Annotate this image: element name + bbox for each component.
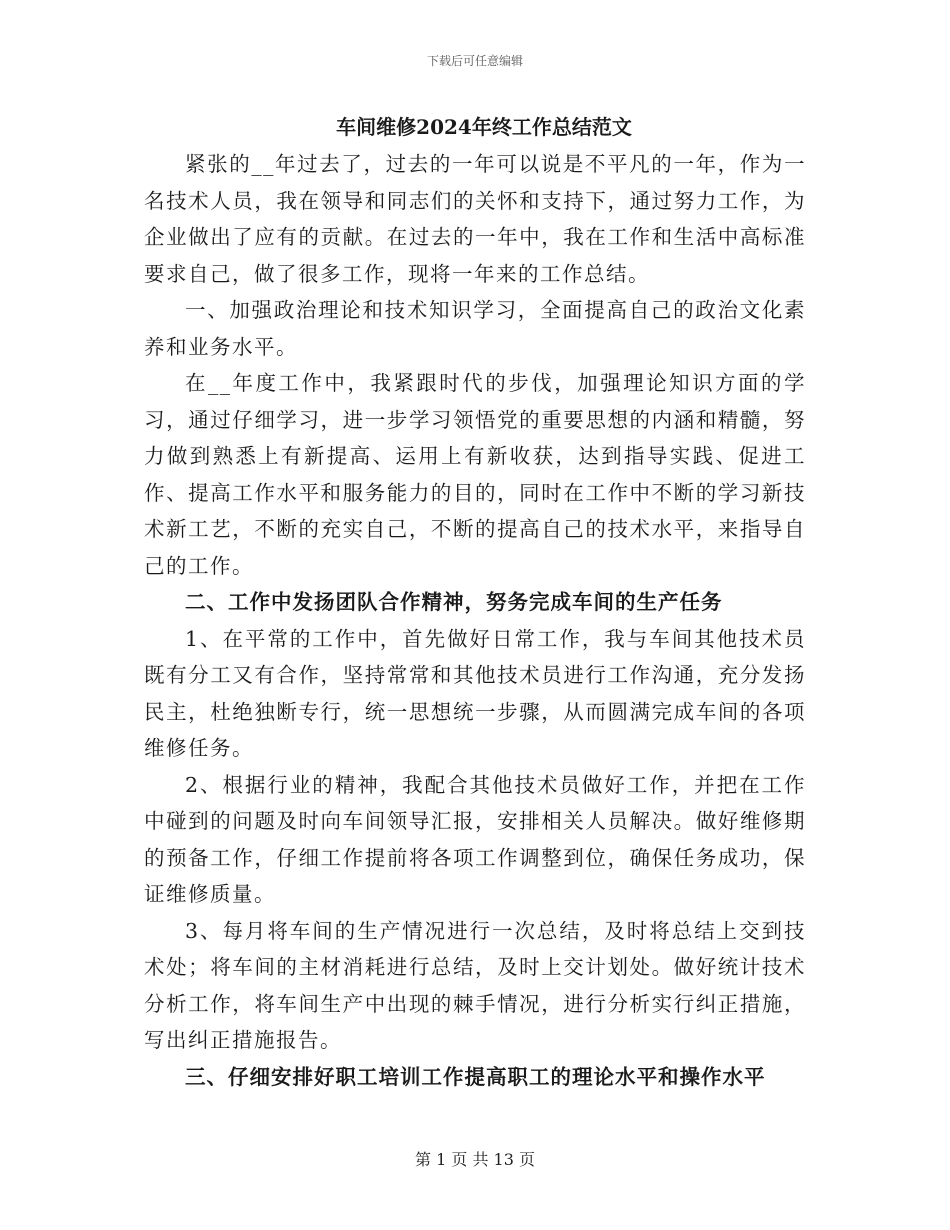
section-three-heading: 三、仔细安排好职工培训工作提高职工的理论水平和操作水平: [185, 1064, 766, 1089]
document-title: 车间维修2024年终工作总结范文: [336, 115, 632, 139]
document-body: [144, 108, 806, 1095]
section-one-heading: 一、加强政治理论和技术知识学习，全面提高自己的政治文化素养和业务水平。: [144, 298, 806, 359]
intro-paragraph: 紧张的__年过去了，过去的一年可以说是不平凡的一年，作为一名技术人员，我在领导和同志们的关怀和支持下，通过努力工作，为企业做出了应有的贡献。在过去的一年中，我在工作和生活中高标准要求自己，做了很多工作，现将一年来的工作总结。: [144, 152, 806, 286]
page-footer: 第 1 页 共 13 页: [415, 1150, 535, 1169]
header-note: 下载后可任意编辑: [426, 54, 523, 68]
section-two-item-3: 3、每月将车间的生产情况进行一次总结，及时将总结上交到技术处；将车间的主材消耗进行总结，及时上交计划处。做好统计技术分析工作，将车间生产中出现的棘手情况，进行分析实行纠正措施，写出纠正措施报告。: [144, 918, 806, 1052]
section-one-paragraph: 在__年度工作中，我紧跟时代的步伐，加强理论知识方面的学习，通过仔细学习，进一步学习领悟党的重要思想的内涵和精髓，努力做到熟悉上有新提高、运用上有新收获，达到指导实践、促进工作、提高工作水平和服务能力的目的，同时在工作中不断的学习新技术新工艺，不断的充实自己，不断的提高自己的技术水平，来指导自己的工作。: [144, 371, 806, 578]
section-two-item-2: 2、根据行业的精神，我配合其他技术员做好工作，并把在工作中碰到的问题及时向车间领导汇报，安排相关人员解决。做好维修期的预备工作，仔细工作提前将各项工作调整到位，确保任务成功，保证维修质量。: [144, 772, 806, 906]
section-two-item-1: 1、在平常的工作中，首先做好日常工作，我与车间其他技术员既有分工又有合作，坚持常常和其他技术员进行工作沟通，充分发扬民主，杜绝独断专行，统一思想统一步骤，从而圆满完成车间的各项维修任务。: [144, 626, 806, 760]
section-two-heading: 二、工作中发扬团队合作精神，努务完成车间的生产任务: [185, 590, 723, 614]
